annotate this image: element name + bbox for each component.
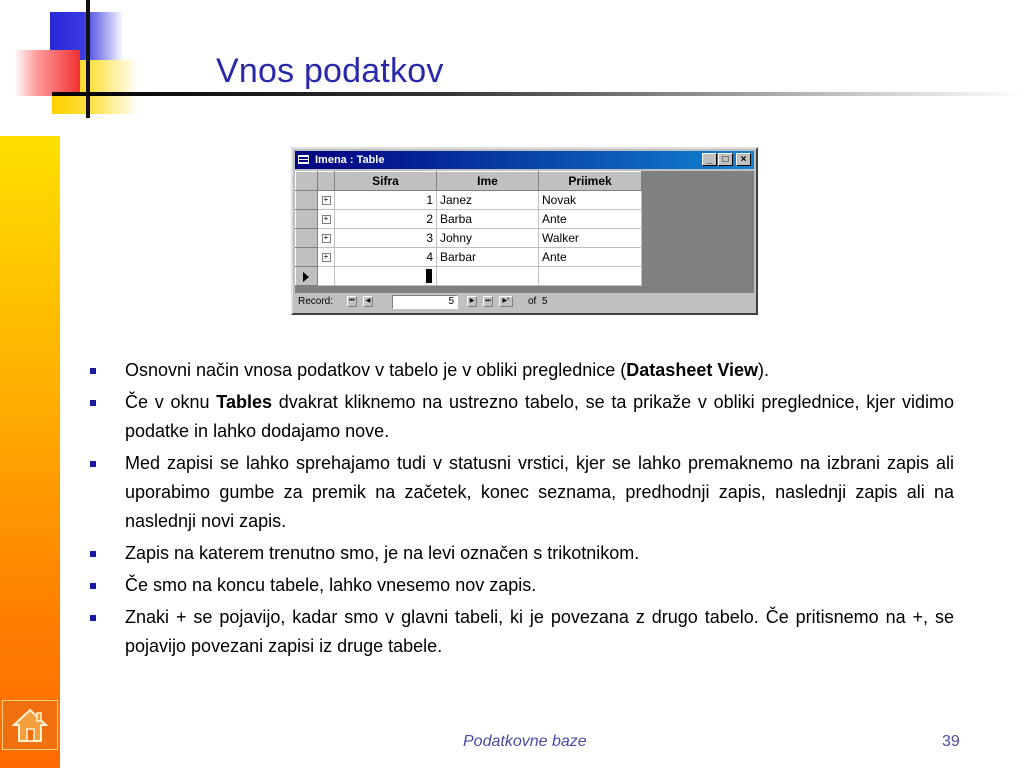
previous-record-button[interactable]: ◀ [363,296,373,307]
new-record-button[interactable]: ▶* [499,296,513,307]
cell-sifra[interactable]: 2 [335,210,437,229]
minimize-button[interactable]: _ [702,153,717,166]
expand-cell[interactable] [318,191,335,210]
expand-cell[interactable] [318,229,335,248]
expand-cell[interactable] [318,248,335,267]
plus-icon[interactable]: + [322,196,331,205]
datasheet-area [295,171,754,293]
cell-priimek[interactable]: Ante [539,248,642,267]
new-record-row [296,267,642,286]
cell-sifra[interactable]: 3 [335,229,437,248]
table-row [296,210,642,229]
new-priimek-input[interactable] [539,267,642,286]
bullet-bold: Datasheet View [626,360,759,380]
home-button[interactable] [2,700,58,750]
expand-cell-empty [318,267,335,286]
maximize-button[interactable]: □ [718,153,733,166]
bullet-item [90,449,954,536]
close-button[interactable]: × [736,153,751,166]
row-selector[interactable] [296,248,318,267]
column-header[interactable]: Priimek [539,172,642,191]
datasheet [295,171,642,286]
next-record-button[interactable]: ▶ [467,296,477,307]
table-icon [298,155,309,164]
cell-priimek[interactable]: Ante [539,210,642,229]
expand-cell[interactable] [318,210,335,229]
window-titlebar[interactable] [295,151,754,169]
row-selector-current[interactable] [296,267,318,286]
cell-ime[interactable]: Johny [437,229,539,248]
page-number: 39 [942,733,960,750]
bullet-item [90,539,954,568]
plus-icon[interactable]: + [322,253,331,262]
logo-vertical-line [86,0,90,118]
bullet-bold: Tables [216,392,272,412]
row-selector[interactable] [296,229,318,248]
total-count: 5 [541,296,548,307]
cell-sifra[interactable]: 1 [335,191,437,210]
sidebar-gradient [0,136,60,768]
of-label: of [528,296,537,307]
cell-priimek[interactable]: Walker [539,229,642,248]
bullet-text: Med zapisi se lahko sprehajamo tudi v statusni vrstici, kjer se lahko premaknemo na izbrani zapis ali uporabimo gumbe za premik na začetek, konec seznama, predhodnji zapis, naslednji zapis ali na naslednji novi zapis. [125,453,954,531]
cell-sifra[interactable]: 4 [335,248,437,267]
plus-icon[interactable]: + [322,234,331,243]
column-header-expand [318,172,335,191]
bullet-item [90,356,954,385]
row-selector[interactable] [296,210,318,229]
logo-red-square [14,50,80,96]
bullet-text: Osnovni način vnosa podatkov v tabelo je v obliki preglednice ( [125,360,627,380]
record-number-input[interactable]: 5 [392,295,458,309]
bullet-text: Znaki + se pojavijo, kadar smo v glavni tabeli, ki je povezana z drugo tabelo. Če pritisnemo na +, se pojavijo povezani zapisi iz druge tabele. [125,607,954,656]
corner-selector[interactable] [296,172,318,191]
record-label: Record: [298,296,334,307]
slide-title: Vnos podatkov [216,52,444,90]
last-record-button[interactable]: ⏭ [483,296,493,307]
header-row [296,172,642,191]
title-underline [52,92,1024,96]
cursor-icon [426,269,432,283]
bullet-text-after: ). [758,360,770,380]
column-header[interactable]: Sifra [335,172,437,191]
bullet-list [90,356,954,664]
bullet-item [90,603,954,661]
window-title: Imena : Table [315,154,385,166]
cell-priimek[interactable]: Novak [539,191,642,210]
record-navigator [295,295,754,310]
table-window [291,147,758,315]
bullet-item [90,571,954,600]
column-header[interactable]: Ime [437,172,539,191]
home-icon [11,707,49,743]
record-total [528,296,547,307]
cell-ime[interactable]: Barba [437,210,539,229]
cell-ime[interactable]: Janez [437,191,539,210]
footer-text: Podatkovne baze [463,733,587,750]
bullet-text: Če v oknu [125,392,217,412]
first-record-button[interactable]: ⏮ [347,296,357,307]
table-row [296,229,642,248]
row-selector[interactable] [296,191,318,210]
new-sifra-input[interactable] [335,267,437,286]
bullet-text: Če smo na koncu tabele, lahko vnesemo nov zapis. [125,575,537,595]
cell-ime[interactable]: Barbar [437,248,539,267]
bullet-text-after: dvakrat kliknemo na ustrezno tabelo, se ta prikaže v obliki preglednice, kjer vidimo podatke in lahko dodajamo nove. [125,392,955,441]
table-row [296,248,642,267]
table-row [296,191,642,210]
bullet-item [90,388,954,446]
plus-icon[interactable]: + [322,215,331,224]
current-record-pointer-icon [303,272,309,282]
new-ime-input[interactable] [437,267,539,286]
bullet-text: Zapis na katerem trenutno smo, je na levi označen s trikotnikom. [125,543,640,563]
